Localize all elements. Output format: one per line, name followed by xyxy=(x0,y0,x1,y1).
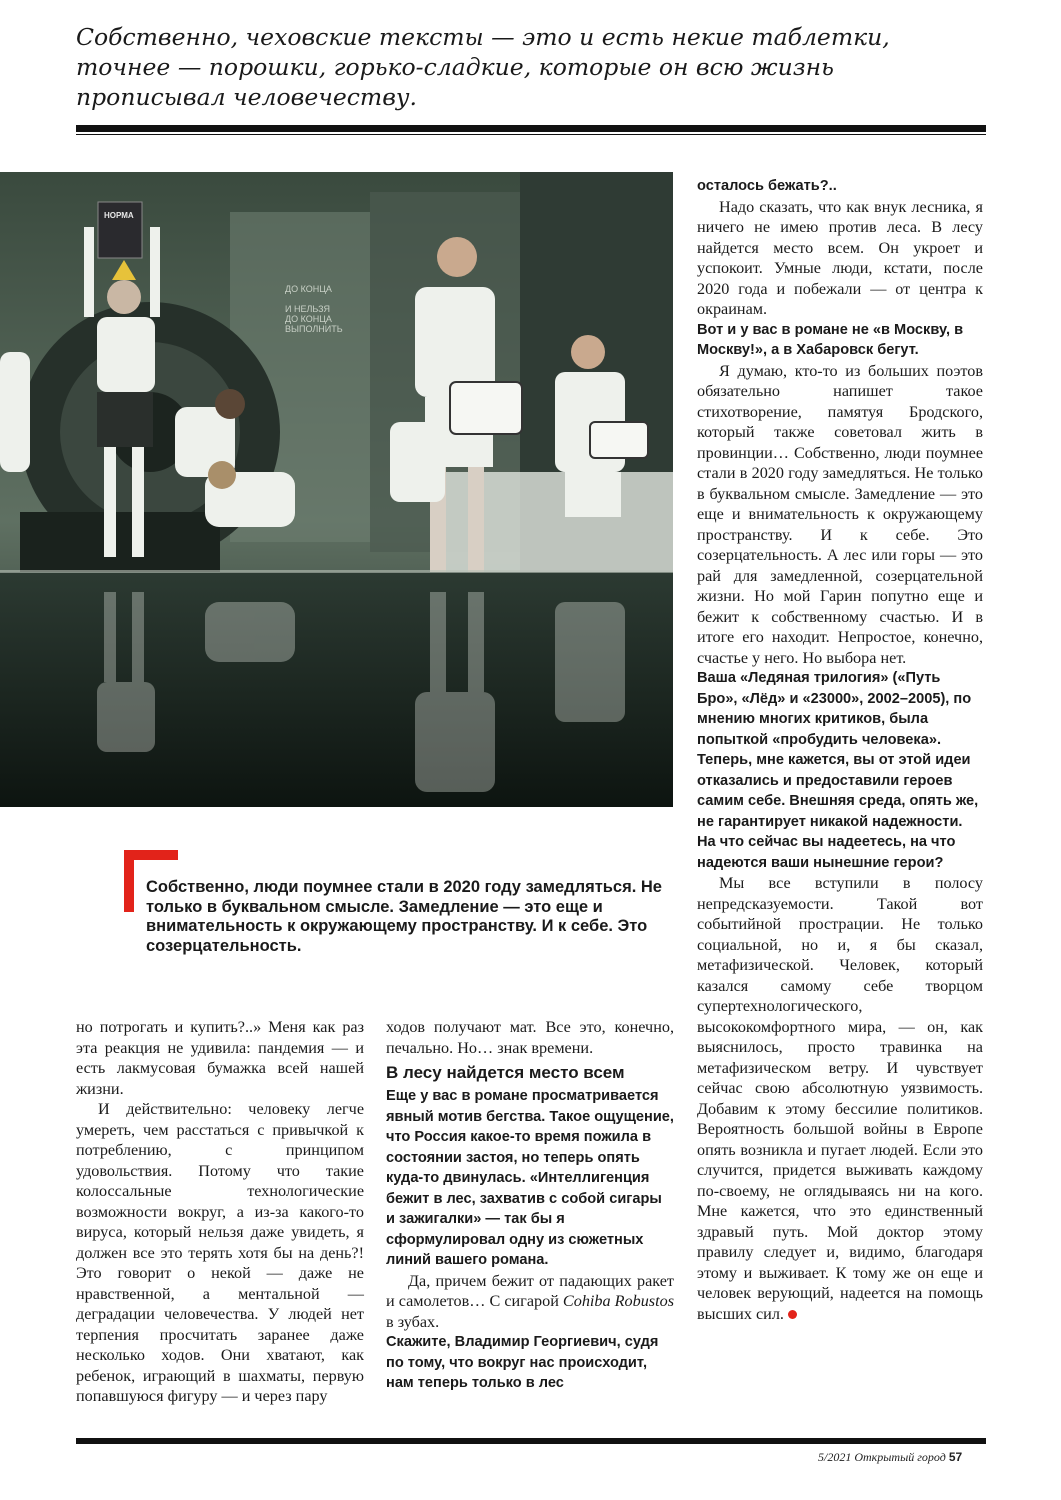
interview-question: осталось бежать?.. xyxy=(697,178,837,194)
interview-question: Скажите, Владимир Георгиевич, судя по тому, что вокруг нас происходит, нам теперь только в лес xyxy=(386,1334,659,1391)
poster-line-1: ДО КОНЦА xyxy=(285,284,332,294)
column-2 xyxy=(386,1017,674,1394)
paragraph: но потрогать и купить?..» Меня как раз эта реакция не удивила: пандемия — и есть лакмусовая бумажка всей нашей жизни. xyxy=(76,1018,364,1098)
lead-quote: Собственно, чеховские тексты — это и есть некие таблетки, точнее — порошки, горько-сладкие, которые он всю жизнь прописывал человечеству. xyxy=(76,23,890,111)
section-heading: В лесу найдется место всем xyxy=(386,1063,625,1082)
pull-quote: Собственно, люди поумнее стали в 2020 году замедляться. Не только в буквальном смысле. Замедление — это еще и внимательность к окружающему пространству. И к себе. Это созерцательность. xyxy=(146,878,662,955)
poster-line-2: И НЕЛЬЗЯ xyxy=(285,304,331,314)
magazine-name: Открытый город xyxy=(854,1450,946,1464)
paragraph: Я думаю, кто-то из больших поэтов обязательно напишет такое стихотворение, памятуя Бродского, который также советовал жить в провинции… Собственно, люди поумнее стали в 2020 году замедляться. Не только в буквальном смысле. Замедление — это еще и внимательность к окружающему пространству. И к себе. Это созерцательность. А лес или горы — это рай для замедленной, созерцательной жизни. Но мой Гарин попутно еще и бежит к собственному счастью. И в итоге его находит. Непростое, конечно, счастье у него. Но выбора нет. xyxy=(697,361,983,667)
paragraph: ходов получают мат. Все это, конечно, печально. Но… знак времени. xyxy=(386,1018,674,1057)
paragraph: Надо сказать, что как внук лесника, я ничего не имею против леса. В лесу найдется место всем. Он укроет и успокоит. Умные люди, кстати, после 2020 года и побежали — от центра к окраинам. xyxy=(697,197,983,318)
pull-quote-bracket-side xyxy=(124,850,134,912)
bottom-rule xyxy=(76,1438,986,1444)
poster-line-3: ДО КОНЦА xyxy=(285,314,332,324)
theatre-photo xyxy=(0,172,673,807)
page-footer xyxy=(818,1450,962,1465)
paragraph-text: Мы все вступили в полосу непредсказуемости. Такой вот событийной прострации. Не только социальной, но и, я бы сказал, метафизической. Человек, который казался самому себе творцом супертехнологического, высококомфортного мира, — он, как выяснилось, просто травинка на метафизическом ветру. И чувствует сейчас свою абсолютную уязвимость. Добавим к этому бессилие политиков. Вероятность большой войны в Европе опять возникла и пугает людей. Если это случится, придется выживать каждому по-своему, не оглядываясь ни на кого. Мне кажется, что это единственный здравый путь. Мой доктор этому правилу следует и, видимо, благодаря этому и выживает. К тому же он еще и человек верующий, надеется на помощь высших сил. xyxy=(697,874,983,1323)
interview-question: Вот и у вас в романе не «в Москву, в Москву!», а в Хабаровск бегут. xyxy=(697,321,964,358)
end-mark-icon xyxy=(788,1310,797,1319)
page-number: 57 xyxy=(948,1450,963,1464)
paragraph-text: в зубах. xyxy=(386,1312,440,1331)
interview-question: Еще у вас в романе просматривается явный мотив бегства. Такое ощущение, что Россия какое-то время пожила в состоянии застоя, но теперь опять куда-то двинулась. «Интеллигенция бежит в лес, захватив с собой сигары и зажигалки» — так бы я сформулировал одну из сюжетных линий вашего романа. xyxy=(386,1088,674,1268)
paragraph: И действительно: человеку легче умереть, чем расстаться с привычкой к потреблению, с принципом удовольствия. Потому что такие колоссальные технологические возможности вокруг, а из-за какого-то вируса, который нельзя даже увидеть, я должен все это терять хотя бы на день?! Это говорит о некой — даже не нравственной, а ментальной — деградации человечества. У людей нет терпения просчитать заранее даже несколько ходов. Они хватают, как ребенок, играющий в шахматы, первую попавшуюся фигуру — и через пару xyxy=(76,1100,364,1405)
paragraph xyxy=(697,873,983,1324)
issue-number: 5/2021 xyxy=(818,1450,852,1464)
top-rule-thin xyxy=(76,134,986,135)
interview-question: Ваша «Ледяная трилогия» («Путь Бро», «Лёд» и «23000», 2002–2005), по мнению многих критиков, была попыткой «пробудить человека». Теперь, мне кажется, вы от этой идеи отказались и предоставили героев самим себе. Внешняя среда, опять же, не гарантирует никакой надежности. На что сейчас вы надеетесь, на что надеются ваши нынешние герои? xyxy=(697,670,979,871)
column-3 xyxy=(697,176,983,1324)
top-rule xyxy=(76,125,986,132)
paragraph xyxy=(386,1271,674,1333)
cigar-brand: Cohiba Robustos xyxy=(562,1292,674,1310)
column-1 xyxy=(76,1017,364,1407)
book-label: НОРМА xyxy=(104,211,134,220)
paragraph-text: Да, причем бежит от падающих ракет и самолетов… С сигарой xyxy=(386,1271,674,1310)
poster-line-4: ВЫПОЛНИТЬ xyxy=(285,324,343,334)
